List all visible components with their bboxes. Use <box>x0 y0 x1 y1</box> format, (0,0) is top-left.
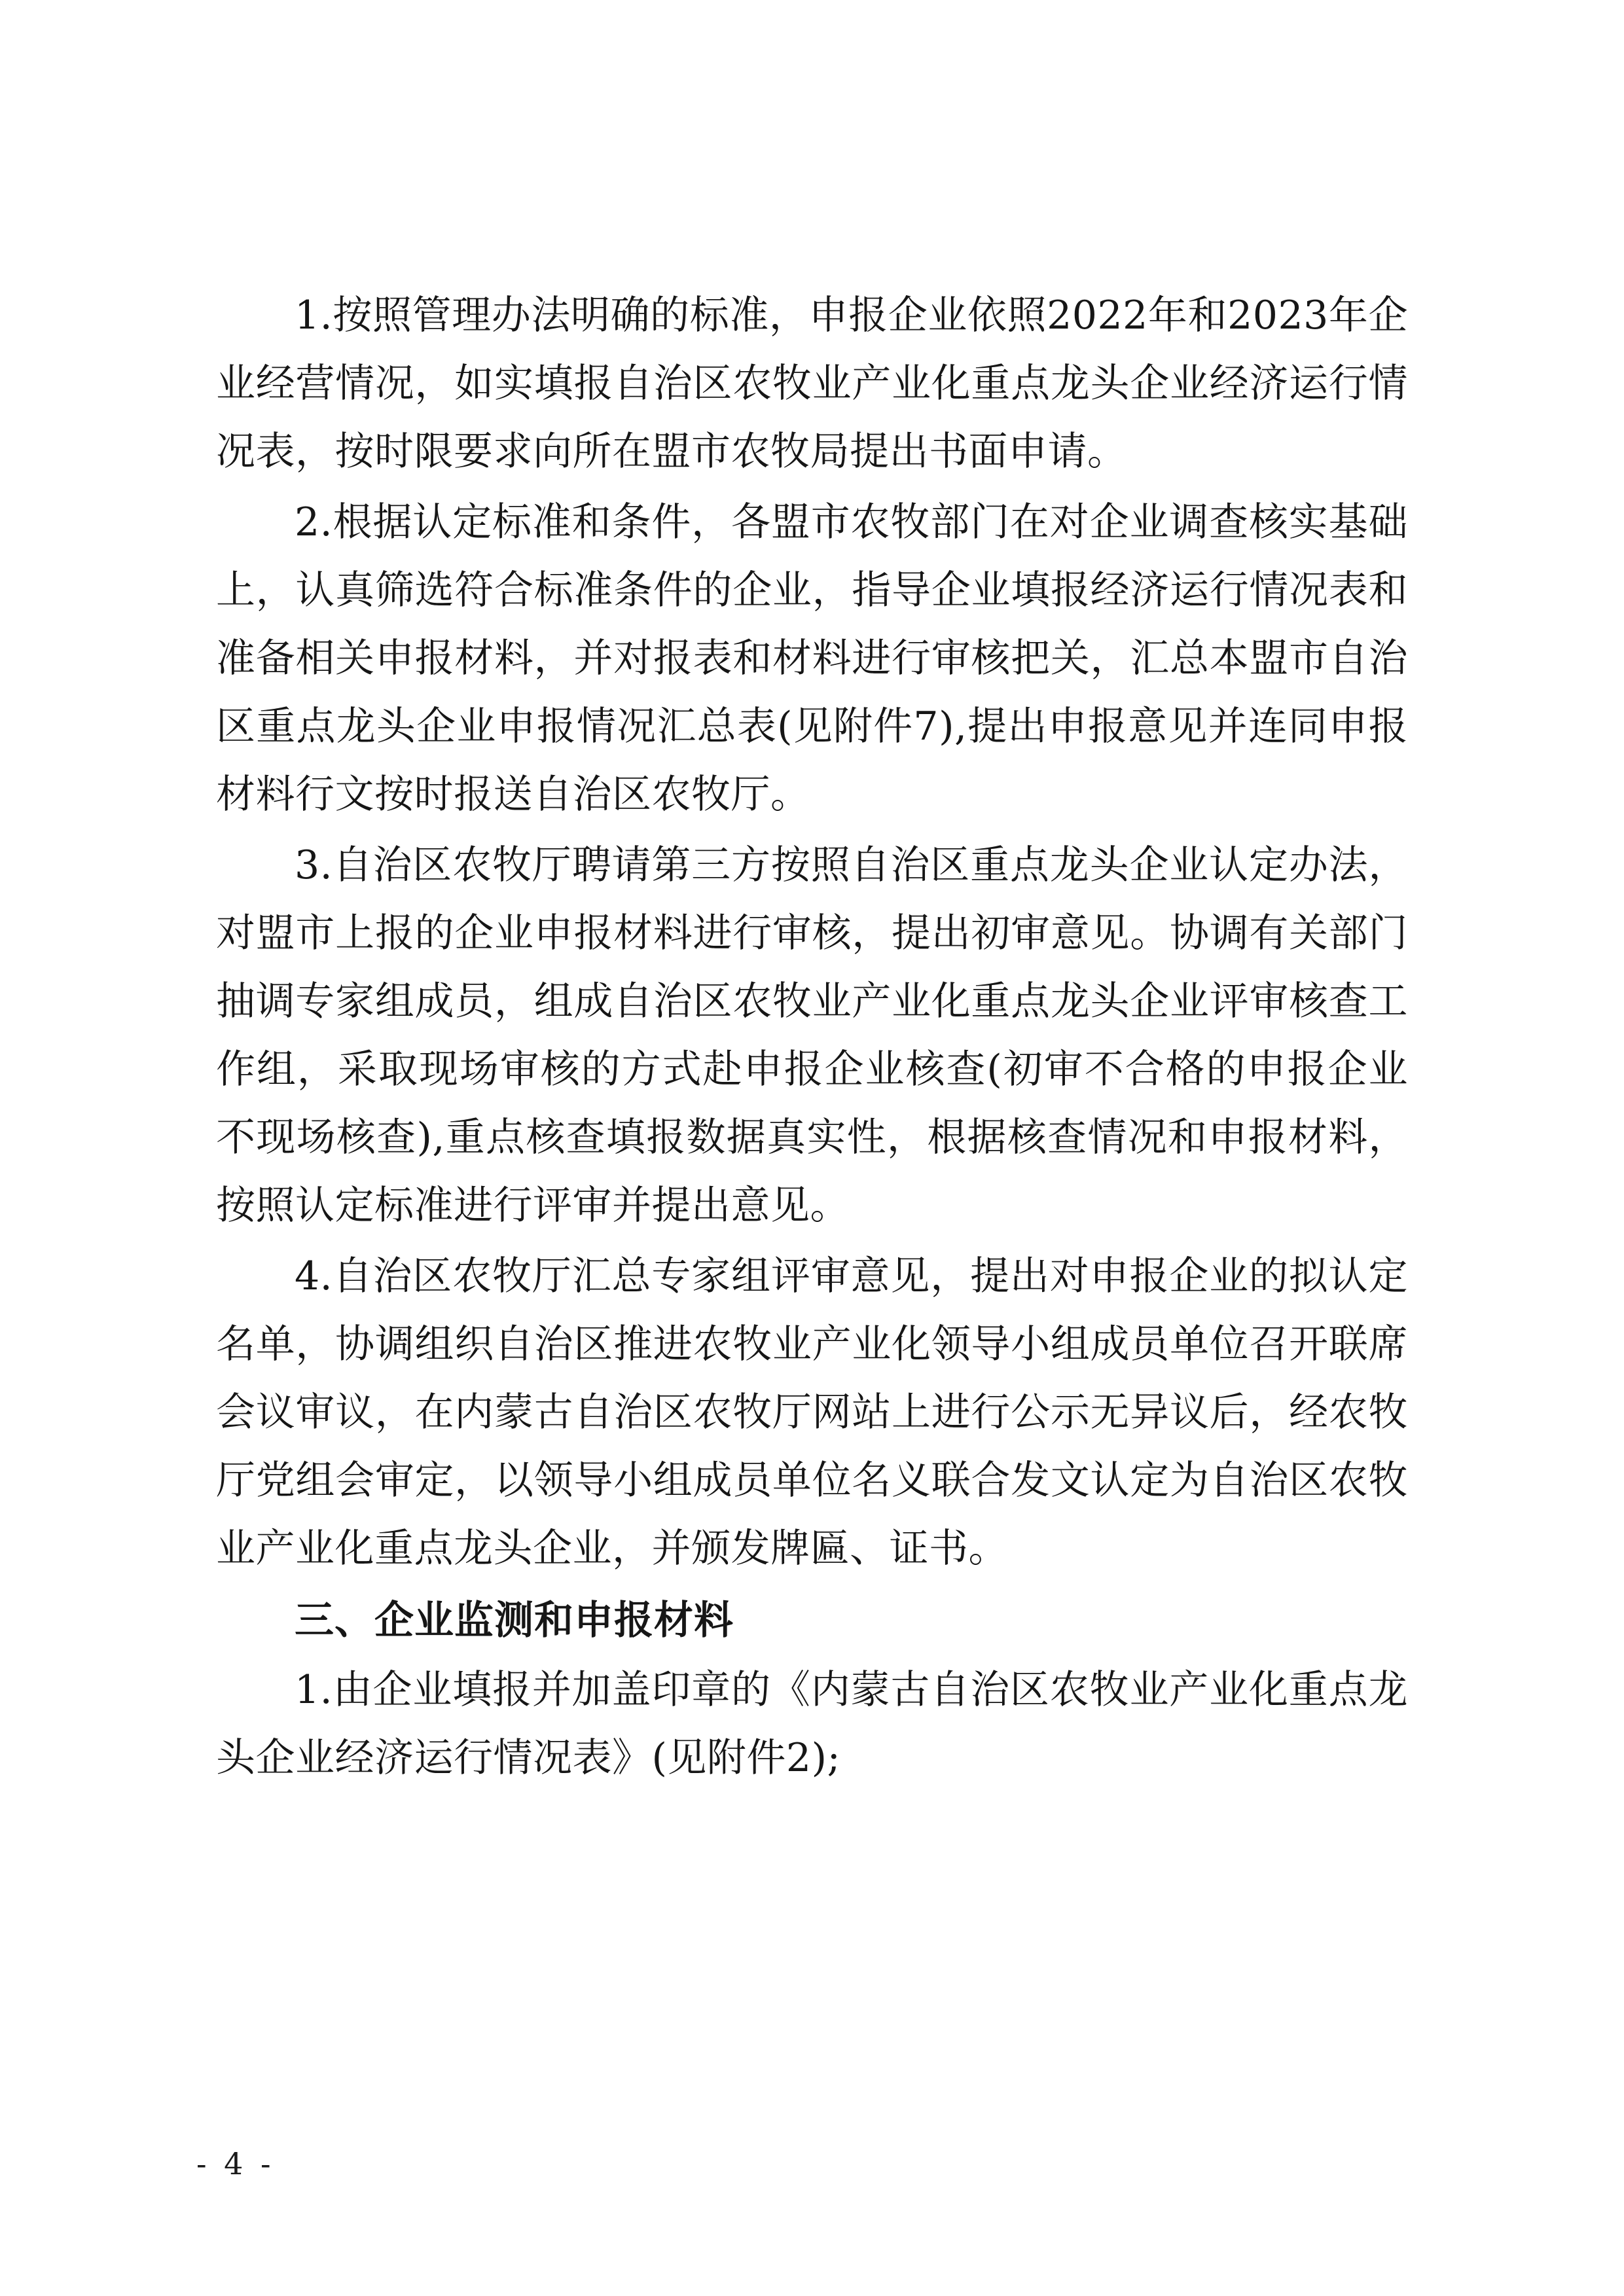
paragraph-item-1: 1.按照管理办法明确的标准，申报企业依照2022年和2023年企业经营情况，如实填报自治区农牧业产业化重点龙头企业经济运行情况表，按时限要求向所在盟市农牧局提出书面申请。 <box>216 293 1408 475</box>
section-heading-3: 三、企业监测和申报材料 <box>295 1598 734 1643</box>
page-number: - 4 - <box>196 2146 275 2181</box>
paragraph-section3-item-1: 1.由企业填报并加盖印章的《内蒙古自治区农牧业产业化重点龙头企业经济运行情况表》(见附件2); <box>216 1667 1408 1781</box>
paragraph-item-2: 2.根据认定标准和条件，各盟市农牧部门在对企业调查核实基础上，认真筛选符合标准条件的企业，指导企业填报经济运行情况表和准备相关申报材料，并对报表和材料进行审核把关，汇总本盟市自治区重点龙头企业申报情况汇总表(见附件7),提出申报意见并连同申报材料行文按时报送自治区农牧厅。 <box>216 499 1408 817</box>
document-body <box>216 281 1408 1792</box>
paragraph-item-4: 4.自治区农牧厅汇总专家组评审意见，提出对申报企业的拟认定名单，协调组织自治区推进农牧业产业化领导小组成员单位召开联席会议审议，在内蒙古自治区农牧厅网站上进行公示无异议后，经农牧厅党组会审定，以领导小组成员单位名义联合发文认定为自治区农牧业产业化重点龙头企业，并颁发牌匾、证书。 <box>216 1253 1408 1571</box>
paragraph-item-3: 3.自治区农牧厅聘请第三方按照自治区重点龙头企业认定办法，对盟市上报的企业申报材料进行审核，提出初审意见。协调有关部门抽调专家组成员，组成自治区农牧业产业化重点龙头企业评审核查工作组，采取现场审核的方式赴申报企业核查(初审不合格的申报企业不现场核查),重点核查填报数据真实性，根据核查情况和申报材料，按照认定标准进行评审并提出意见。 <box>216 842 1408 1229</box>
